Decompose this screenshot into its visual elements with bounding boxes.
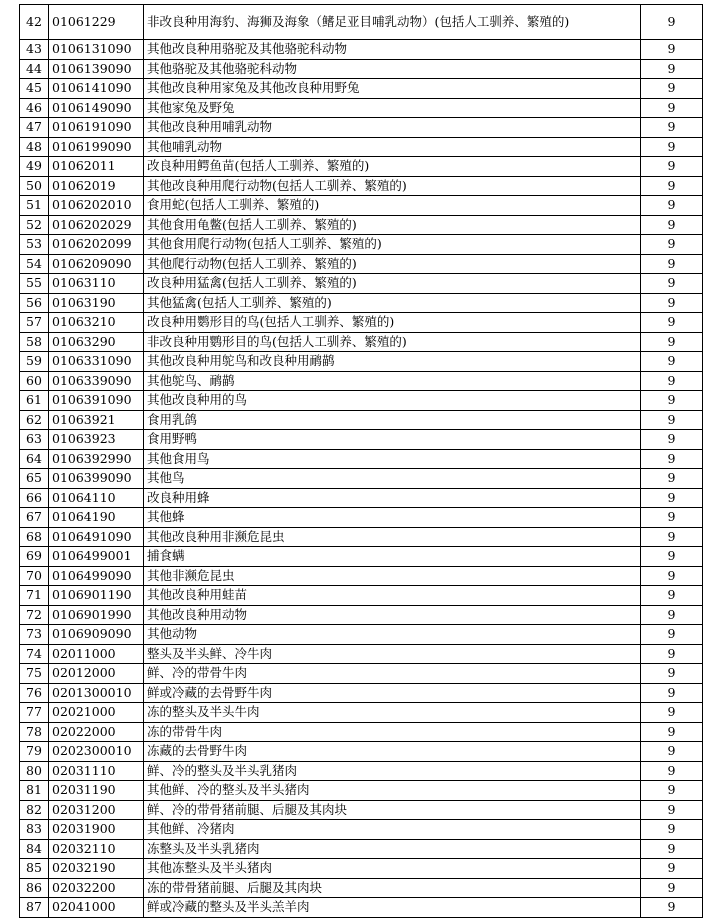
commodity-description: 冻藏的去骨野牛肉	[144, 742, 641, 762]
commodity-description: 其他动物	[144, 625, 641, 645]
commodity-description: 其他非濒危昆虫	[144, 566, 641, 586]
commodity-code: 0106339090	[49, 371, 144, 391]
commodity-code: 0106202010	[49, 196, 144, 216]
row-number: 67	[20, 508, 49, 528]
tax-rate: 9	[641, 137, 703, 157]
commodity-code: 0106901190	[49, 586, 144, 606]
row-number: 63	[20, 430, 49, 450]
row-number: 81	[20, 781, 49, 801]
commodity-code: 01063210	[49, 313, 144, 333]
table-row	[20, 527, 703, 547]
row-number: 86	[20, 878, 49, 898]
commodity-code: 0106149090	[49, 98, 144, 118]
tax-rate: 9	[641, 469, 703, 489]
commodity-code: 02032190	[49, 859, 144, 879]
tax-rate: 9	[641, 391, 703, 411]
tax-rate: 9	[641, 761, 703, 781]
table-row	[20, 274, 703, 294]
row-number: 71	[20, 586, 49, 606]
tax-rate: 9	[641, 488, 703, 508]
row-number: 58	[20, 332, 49, 352]
table-row	[20, 59, 703, 79]
table-row	[20, 5, 703, 40]
commodity-description: 鲜、冷的带骨牛肉	[144, 664, 641, 684]
tax-rate: 9	[641, 5, 703, 40]
commodity-description: 冻的带骨牛肉	[144, 722, 641, 742]
tax-rate: 9	[641, 547, 703, 567]
table-row	[20, 157, 703, 177]
commodity-description: 食用蛇(包括人工驯养、繁殖的)	[144, 196, 641, 216]
commodity-code: 0202300010	[49, 742, 144, 762]
table-row	[20, 196, 703, 216]
tax-rate: 9	[641, 742, 703, 762]
commodity-code: 02021000	[49, 703, 144, 723]
table-row	[20, 644, 703, 664]
commodity-code: 01062011	[49, 157, 144, 177]
commodity-code: 01064190	[49, 508, 144, 528]
commodity-description: 其他鲜、冷的整头及半头猪肉	[144, 781, 641, 801]
commodity-description: 改良种用猛禽(包括人工驯养、繁殖的)	[144, 274, 641, 294]
commodity-code: 02031900	[49, 820, 144, 840]
row-number: 46	[20, 98, 49, 118]
commodity-description: 其他鸟	[144, 469, 641, 489]
commodity-code: 0106202029	[49, 215, 144, 235]
tax-rate: 9	[641, 410, 703, 430]
commodity-code: 0106499090	[49, 566, 144, 586]
row-number: 65	[20, 469, 49, 489]
table-row	[20, 293, 703, 313]
row-number: 68	[20, 527, 49, 547]
tax-rate: 9	[641, 859, 703, 879]
tax-rate: 9	[641, 839, 703, 859]
table-row	[20, 235, 703, 255]
row-number: 56	[20, 293, 49, 313]
table-row	[20, 313, 703, 333]
commodity-code: 02031110	[49, 761, 144, 781]
tax-rate: 9	[641, 898, 703, 918]
table-row	[20, 98, 703, 118]
tax-rate: 9	[641, 508, 703, 528]
table-row	[20, 664, 703, 684]
tax-rate: 9	[641, 430, 703, 450]
row-number: 54	[20, 254, 49, 274]
tax-rate: 9	[641, 703, 703, 723]
table-row	[20, 625, 703, 645]
table-row	[20, 118, 703, 138]
table-row	[20, 781, 703, 801]
commodity-description: 其他改良种用非濒危昆虫	[144, 527, 641, 547]
row-number: 80	[20, 761, 49, 781]
table-row	[20, 820, 703, 840]
tax-rate: 9	[641, 313, 703, 333]
row-number: 79	[20, 742, 49, 762]
table-row	[20, 352, 703, 372]
row-number: 48	[20, 137, 49, 157]
table-row	[20, 605, 703, 625]
table-row	[20, 371, 703, 391]
row-number: 50	[20, 176, 49, 196]
commodity-description: 整头及半头鲜、冷牛肉	[144, 644, 641, 664]
row-number: 74	[20, 644, 49, 664]
tax-rate: 9	[641, 98, 703, 118]
tax-rate: 9	[641, 79, 703, 99]
row-number: 76	[20, 683, 49, 703]
commodity-description: 其他骆驼及其他骆驼科动物	[144, 59, 641, 79]
tax-rate: 9	[641, 196, 703, 216]
commodity-description: 其他冻整头及半头猪肉	[144, 859, 641, 879]
row-number: 70	[20, 566, 49, 586]
table-row	[20, 761, 703, 781]
commodity-description: 其他鸵鸟、鸸鹋	[144, 371, 641, 391]
tariff-table	[19, 4, 703, 918]
row-number: 53	[20, 235, 49, 255]
commodity-description: 其他食用龟鳖(包括人工驯养、繁殖的)	[144, 215, 641, 235]
tax-rate: 9	[641, 800, 703, 820]
table-row	[20, 137, 703, 157]
row-number: 60	[20, 371, 49, 391]
commodity-description: 非改良种用海豹、海狮及海象（鳍足亚目哺乳动物）(包括人工驯养、繁殖的)	[144, 5, 641, 40]
commodity-description: 鲜或冷藏的去骨野牛肉	[144, 683, 641, 703]
tax-rate: 9	[641, 274, 703, 294]
commodity-code: 0106139090	[49, 59, 144, 79]
commodity-description: 其他改良种用骆驼及其他骆驼科动物	[144, 40, 641, 60]
table-row	[20, 215, 703, 235]
commodity-code: 01063921	[49, 410, 144, 430]
tax-rate: 9	[641, 215, 703, 235]
commodity-code: 01063290	[49, 332, 144, 352]
tax-rate: 9	[641, 664, 703, 684]
row-number: 49	[20, 157, 49, 177]
row-number: 45	[20, 79, 49, 99]
commodity-code: 0106209090	[49, 254, 144, 274]
table-row	[20, 586, 703, 606]
commodity-code: 0106331090	[49, 352, 144, 372]
commodity-code: 0106202099	[49, 235, 144, 255]
commodity-code: 02031190	[49, 781, 144, 801]
row-number: 55	[20, 274, 49, 294]
table-row	[20, 547, 703, 567]
row-number: 61	[20, 391, 49, 411]
table-row	[20, 79, 703, 99]
row-number: 57	[20, 313, 49, 333]
row-number: 44	[20, 59, 49, 79]
table-row	[20, 703, 703, 723]
tax-rate: 9	[641, 235, 703, 255]
tax-rate: 9	[641, 644, 703, 664]
tax-rate: 9	[641, 566, 703, 586]
commodity-code: 02032200	[49, 878, 144, 898]
commodity-description: 食用乳鸽	[144, 410, 641, 430]
commodity-code: 0106199090	[49, 137, 144, 157]
row-number: 82	[20, 800, 49, 820]
table-row	[20, 508, 703, 528]
row-number: 87	[20, 898, 49, 918]
commodity-description: 其他家兔及野兔	[144, 98, 641, 118]
row-number: 78	[20, 722, 49, 742]
table-row	[20, 839, 703, 859]
table-row	[20, 176, 703, 196]
table-row	[20, 469, 703, 489]
row-number: 75	[20, 664, 49, 684]
commodity-description: 其他改良种用家兔及其他改良种用野兔	[144, 79, 641, 99]
commodity-description: 捕食螨	[144, 547, 641, 567]
commodity-description: 鲜、冷的整头及半头乳猪肉	[144, 761, 641, 781]
table-row	[20, 722, 703, 742]
tax-rate: 9	[641, 332, 703, 352]
commodity-description: 其他改良种用哺乳动物	[144, 118, 641, 138]
tax-rate: 9	[641, 40, 703, 60]
table-row	[20, 898, 703, 918]
row-number: 73	[20, 625, 49, 645]
table-row	[20, 430, 703, 450]
tax-rate: 9	[641, 176, 703, 196]
row-number: 43	[20, 40, 49, 60]
commodity-code: 01064110	[49, 488, 144, 508]
commodity-code: 02011000	[49, 644, 144, 664]
table-row	[20, 800, 703, 820]
commodity-description: 其他改良种用爬行动物(包括人工驯养、繁殖的)	[144, 176, 641, 196]
commodity-code: 02022000	[49, 722, 144, 742]
commodity-description: 其他食用鸟	[144, 449, 641, 469]
row-number: 62	[20, 410, 49, 430]
tax-rate: 9	[641, 586, 703, 606]
row-number: 69	[20, 547, 49, 567]
tax-rate: 9	[641, 157, 703, 177]
tax-rate: 9	[641, 371, 703, 391]
commodity-code: 0106491090	[49, 527, 144, 547]
tariff-table-body	[20, 5, 703, 918]
tax-rate: 9	[641, 820, 703, 840]
commodity-description: 改良种用鳄鱼苗(包括人工驯养、繁殖的)	[144, 157, 641, 177]
row-number: 47	[20, 118, 49, 138]
tax-rate: 9	[641, 683, 703, 703]
commodity-code: 0106499001	[49, 547, 144, 567]
commodity-description: 鲜或冷藏的整头及半头羔羊肉	[144, 898, 641, 918]
row-number: 84	[20, 839, 49, 859]
table-row	[20, 488, 703, 508]
commodity-code: 01063110	[49, 274, 144, 294]
table-row	[20, 254, 703, 274]
commodity-code: 02031200	[49, 800, 144, 820]
commodity-description: 其他改良种用的鸟	[144, 391, 641, 411]
commodity-description: 其他猛禽(包括人工驯养、繁殖的)	[144, 293, 641, 313]
commodity-description: 冻的整头及半头牛肉	[144, 703, 641, 723]
commodity-code: 0106141090	[49, 79, 144, 99]
tax-rate: 9	[641, 254, 703, 274]
commodity-description: 其他哺乳动物	[144, 137, 641, 157]
row-number: 51	[20, 196, 49, 216]
commodity-description: 改良种用蜂	[144, 488, 641, 508]
table-row	[20, 391, 703, 411]
tax-rate: 9	[641, 59, 703, 79]
table-row	[20, 566, 703, 586]
commodity-code: 01063190	[49, 293, 144, 313]
tax-rate: 9	[641, 625, 703, 645]
commodity-description: 其他改良种用鸵鸟和改良种用鸸鹋	[144, 352, 641, 372]
table-row	[20, 449, 703, 469]
tax-rate: 9	[641, 527, 703, 547]
commodity-description: 冻整头及半头乳猪肉	[144, 839, 641, 859]
commodity-code: 0106399090	[49, 469, 144, 489]
row-number: 42	[20, 5, 49, 40]
row-number: 77	[20, 703, 49, 723]
row-number: 64	[20, 449, 49, 469]
commodity-description: 其他改良种用动物	[144, 605, 641, 625]
commodity-description: 其他鲜、冷猪肉	[144, 820, 641, 840]
tax-rate: 9	[641, 352, 703, 372]
tax-rate: 9	[641, 605, 703, 625]
commodity-code: 0106131090	[49, 40, 144, 60]
commodity-description: 非改良种用鹦形目的鸟(包括人工驯养、繁殖的)	[144, 332, 641, 352]
table-row	[20, 859, 703, 879]
table-row	[20, 878, 703, 898]
row-number: 59	[20, 352, 49, 372]
commodity-description: 其他改良种用蛙苗	[144, 586, 641, 606]
commodity-code: 01062019	[49, 176, 144, 196]
row-number: 66	[20, 488, 49, 508]
table-row	[20, 40, 703, 60]
row-number: 85	[20, 859, 49, 879]
commodity-code: 0106391090	[49, 391, 144, 411]
commodity-code: 01063923	[49, 430, 144, 450]
commodity-code: 02012000	[49, 664, 144, 684]
table-row	[20, 683, 703, 703]
commodity-description: 其他蜂	[144, 508, 641, 528]
commodity-code: 0106392990	[49, 449, 144, 469]
row-number: 52	[20, 215, 49, 235]
commodity-description: 其他爬行动物(包括人工驯养、繁殖的)	[144, 254, 641, 274]
tax-rate: 9	[641, 118, 703, 138]
tax-rate: 9	[641, 781, 703, 801]
commodity-code: 0106901990	[49, 605, 144, 625]
tax-rate: 9	[641, 722, 703, 742]
row-number: 83	[20, 820, 49, 840]
commodity-code: 0201300010	[49, 683, 144, 703]
table-row	[20, 742, 703, 762]
commodity-code: 0106191090	[49, 118, 144, 138]
commodity-description: 其他食用爬行动物(包括人工驯养、繁殖的)	[144, 235, 641, 255]
table-row	[20, 332, 703, 352]
commodity-description: 食用野鸭	[144, 430, 641, 450]
commodity-code: 01061229	[49, 5, 144, 40]
commodity-code: 02041000	[49, 898, 144, 918]
commodity-code: 0106909090	[49, 625, 144, 645]
commodity-description: 鲜、冷的带骨猪前腿、后腿及其肉块	[144, 800, 641, 820]
tax-rate: 9	[641, 293, 703, 313]
table-row	[20, 410, 703, 430]
commodity-code: 02032110	[49, 839, 144, 859]
commodity-description: 冻的带骨猪前腿、后腿及其肉块	[144, 878, 641, 898]
tax-rate: 9	[641, 449, 703, 469]
tax-rate: 9	[641, 878, 703, 898]
commodity-description: 改良种用鹦形目的鸟(包括人工驯养、繁殖的)	[144, 313, 641, 333]
row-number: 72	[20, 605, 49, 625]
